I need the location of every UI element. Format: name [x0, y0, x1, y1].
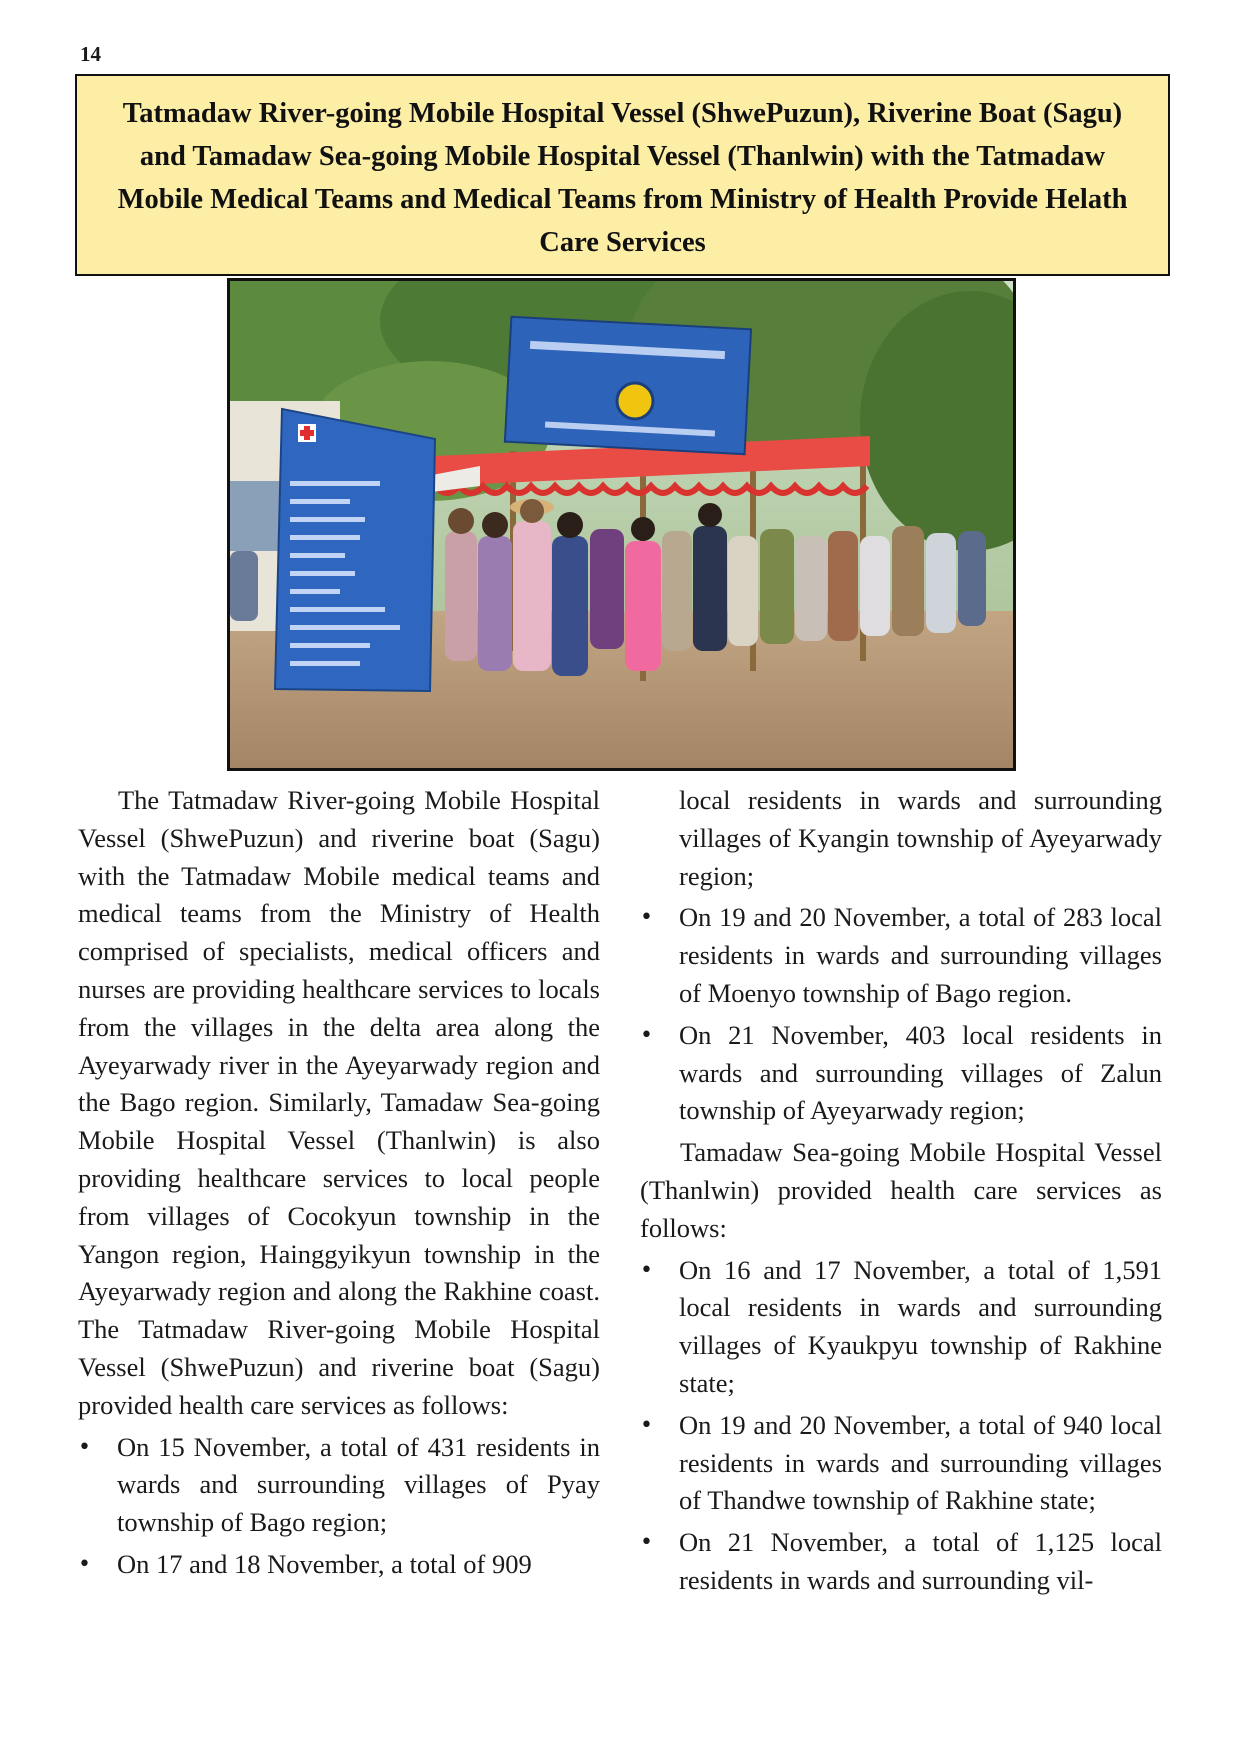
photo-icon — [230, 281, 1013, 768]
right-column — [640, 782, 1162, 1600]
list-item: • On 17 and 18 November, a total of 909 — [78, 1546, 600, 1584]
article-photo — [227, 278, 1016, 771]
left-bullet-list — [78, 1429, 600, 1584]
list-item: • On 21 November, a total of 1,125 local residents in wards and surrounding vil- — [640, 1524, 1162, 1600]
list-item: • On 15 November, a total of 431 residents in wards and surrounding villages of Pyay township of Bago region; — [78, 1429, 600, 1542]
left-column — [78, 782, 600, 1584]
intro-paragraph: The Tatmadaw River-going Mobile Hospital Vessel (ShwePuzun) and riverine boat (Sagu) with the Tatmadaw Mobile medical teams and medical teams from the Ministry of Health comprised of specialists, medical officers and nurses are providing healthcare services to locals from the villages in the delta area along the Ayeyarwady river in the Ayeyarwady region and the Bago region. Similarly, Tamadaw Sea-going Mobile Hospital Vessel (Thanlwin) is also providing healthcare services to local people from villages of Cocokyun township in the Yangon region, Hainggyikyun township in the Ayeyarwady region and along the Rakhine coast. The Tatmadaw River-going Mobile Hospital Vessel (ShwePuzun) and riverine boat (Sagu) provided health care services as follows: — [78, 785, 600, 1420]
list-item: • On 19 and 20 November, a total of 940 local residents in wards and surrounding villages of Thandwe township of Rakhine state; — [640, 1407, 1162, 1520]
list-item: • On 16 and 17 November, a total of 1,591 local residents in wards and surrounding villages of Kyaukpyu township of Rakhine state; — [640, 1252, 1162, 1403]
sea-vessel-paragraph: Tamadaw Sea-going Mobile Hospital Vessel (Thanlwin) provided health care services as follows: — [640, 1137, 1162, 1243]
list-item: • On 19 and 20 November, a total of 283 local residents in wards and surrounding villages of Moenyo township of Bago region. — [640, 899, 1162, 1012]
right-bullet-list-a — [640, 899, 1162, 1130]
continued-bullet-text: local residents in wards and surrounding villages of Kyangin township of Ayeyarwady region; — [679, 785, 1162, 891]
right-bullet-list-b — [640, 1252, 1162, 1600]
article-title: Tatmadaw River-going Mobile Hospital Vessel (ShwePuzun), Riverine Boat (Sagu) and Tamadaw Sea-going Mobile Hospital Vessel (Thanlwin) with the Tatmadaw Mobile Medical Teams and Medical Teams from Ministry of Health Provide Helath Care Services — [75, 74, 1170, 276]
list-item: • On 21 November, 403 local residents in wards and surrounding villages of Zalun township of Ayeyarwady region; — [640, 1017, 1162, 1130]
page-number: 14 — [80, 42, 101, 66]
